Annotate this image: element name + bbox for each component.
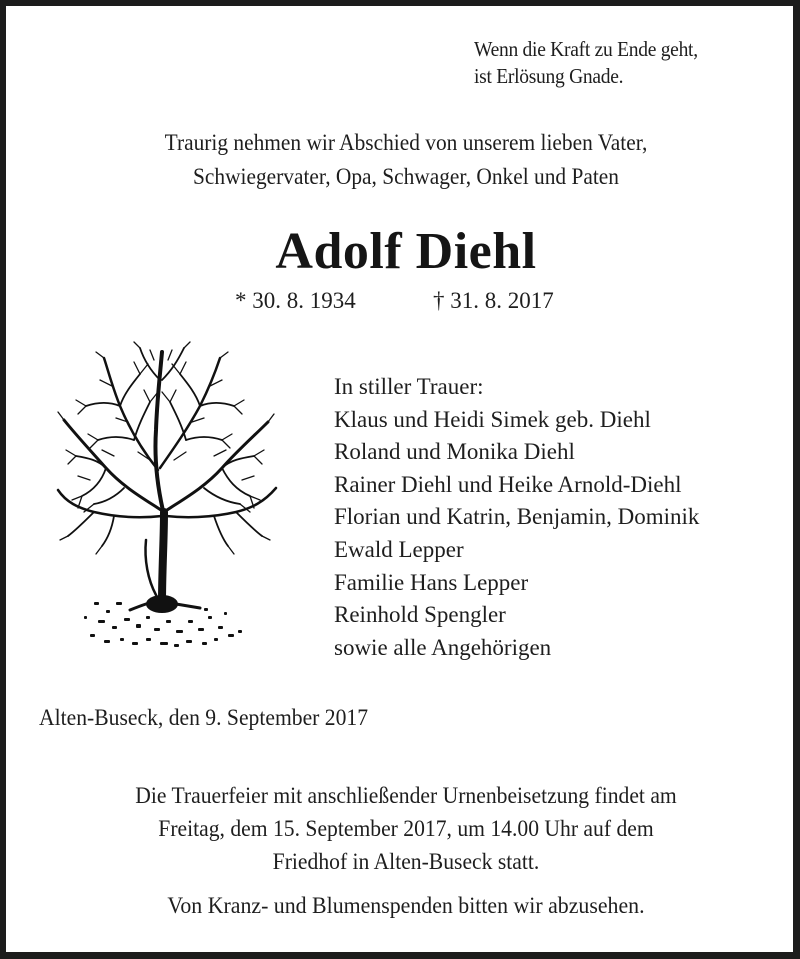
place-and-date: Alten-Buseck, den 9. September 2017 xyxy=(39,705,369,730)
ceremony-info xyxy=(30,779,782,878)
mourner-name: Familie Hans Lepper xyxy=(334,569,529,595)
birth-date: * 30. 8. 1934 xyxy=(235,288,356,313)
deceased-name: Adolf Diehl xyxy=(275,223,537,280)
mourner-name: Florian und Katrin, Benjamin, Dominik xyxy=(334,504,700,530)
quote xyxy=(474,36,698,90)
intro-text xyxy=(34,126,778,194)
intro-line: Schwiegervater, Opa, Schwager, Onkel und Paten xyxy=(193,164,619,189)
mourner-name: Roland und Monika Diehl xyxy=(334,439,575,465)
ceremony-line: Friedhof in Alten-Buseck statt. xyxy=(272,849,540,874)
mourner-name: Klaus und Heidi Simek geb. Diehl xyxy=(334,406,651,432)
ceremony-line: Freitag, dem 15. September 2017, um 14.00 Uhr auf dem xyxy=(158,816,654,841)
mourner-name: Rainer Diehl und Heike Arnold-Diehl xyxy=(334,471,682,497)
death-date: † 31. 8. 2017 xyxy=(433,288,554,313)
quote-line: ist Erlösung Gnade. xyxy=(474,64,624,88)
mourner-name: Ewald Lepper xyxy=(334,536,464,562)
flowers-note: Von Kranz- und Blumenspenden bitten wir abzusehen. xyxy=(167,893,645,918)
quote-line: Wenn die Kraft zu Ende geht, xyxy=(474,37,698,61)
mourners-list xyxy=(334,371,699,664)
ceremony-line: Die Trauerfeier mit anschließender Urnenbeisetzung findet am xyxy=(135,783,677,808)
mourner-name: Reinhold Spengler xyxy=(334,602,506,628)
mourners-heading: In stiller Trauer: xyxy=(334,374,484,399)
intro-line: Traurig nehmen wir Abschied von unserem lieben Vater, xyxy=(164,130,648,155)
tree-icon xyxy=(54,340,280,652)
mourner-name: sowie alle Angehörigen xyxy=(334,634,552,660)
